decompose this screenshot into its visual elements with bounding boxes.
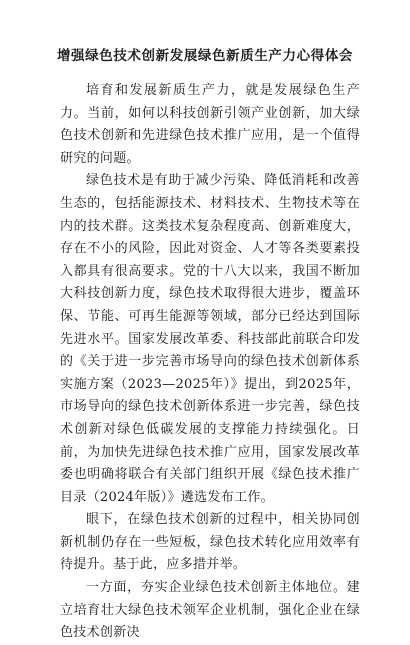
paragraph: 眼下，在绿色技术创新的过程中，相关协同创新机制仍存在一些短板，绿色技术转化应用效率有待提升。基于此，应多措并举。 — [60, 512, 360, 573]
document-body — [60, 80, 360, 645]
paragraph: 培育和发展新质生产力，就是发展绿色生产力。当前，如何以科技创新引领产业创新，加大绿色技术创新和先进绿色技术推广应用，是一个值得研究的问题。 — [60, 83, 360, 166]
paragraph: 绿色技术是有助于减少污染、降低消耗和改善生态的，包括能源技术、材料技术、生物技术等在内的技术群。这类技术复杂程度高、创新难度大，存在不小的风险，因此对资金、人才等各类要素投入都具有很高要求。党的十八大以来，我国不断加大科技创新力度，绿色技术取得很大进步，覆盖环保、节能、可再生能源等领域，部分已经达到国际先进水平。国家发展改革委、科技部此前联合印发的《关于进一步完善市场导向的绿色技术创新体系实施方案（2023—2025年）》提出，到2025年，市场导向的绿色技术创新体系进一步完善，绿色技术创新对绿色低碳发展的支撑能力持续强化。日前，为加快先进绿色技术推广应用，国家发展改革委也明确将联合有关部门组织开展《绿色技术推广目录（2024年版）》遴选发布工作。 — [60, 173, 360, 505]
document-title: 增强绿色技术创新发展绿色新质生产力心得体会 — [56, 48, 354, 64]
paragraph: 一方面，夯实企业绿色技术创新主体地位。建立培育壮大绿色技术领军企业机制，强化企业在绿色技术创新决 — [60, 580, 360, 641]
